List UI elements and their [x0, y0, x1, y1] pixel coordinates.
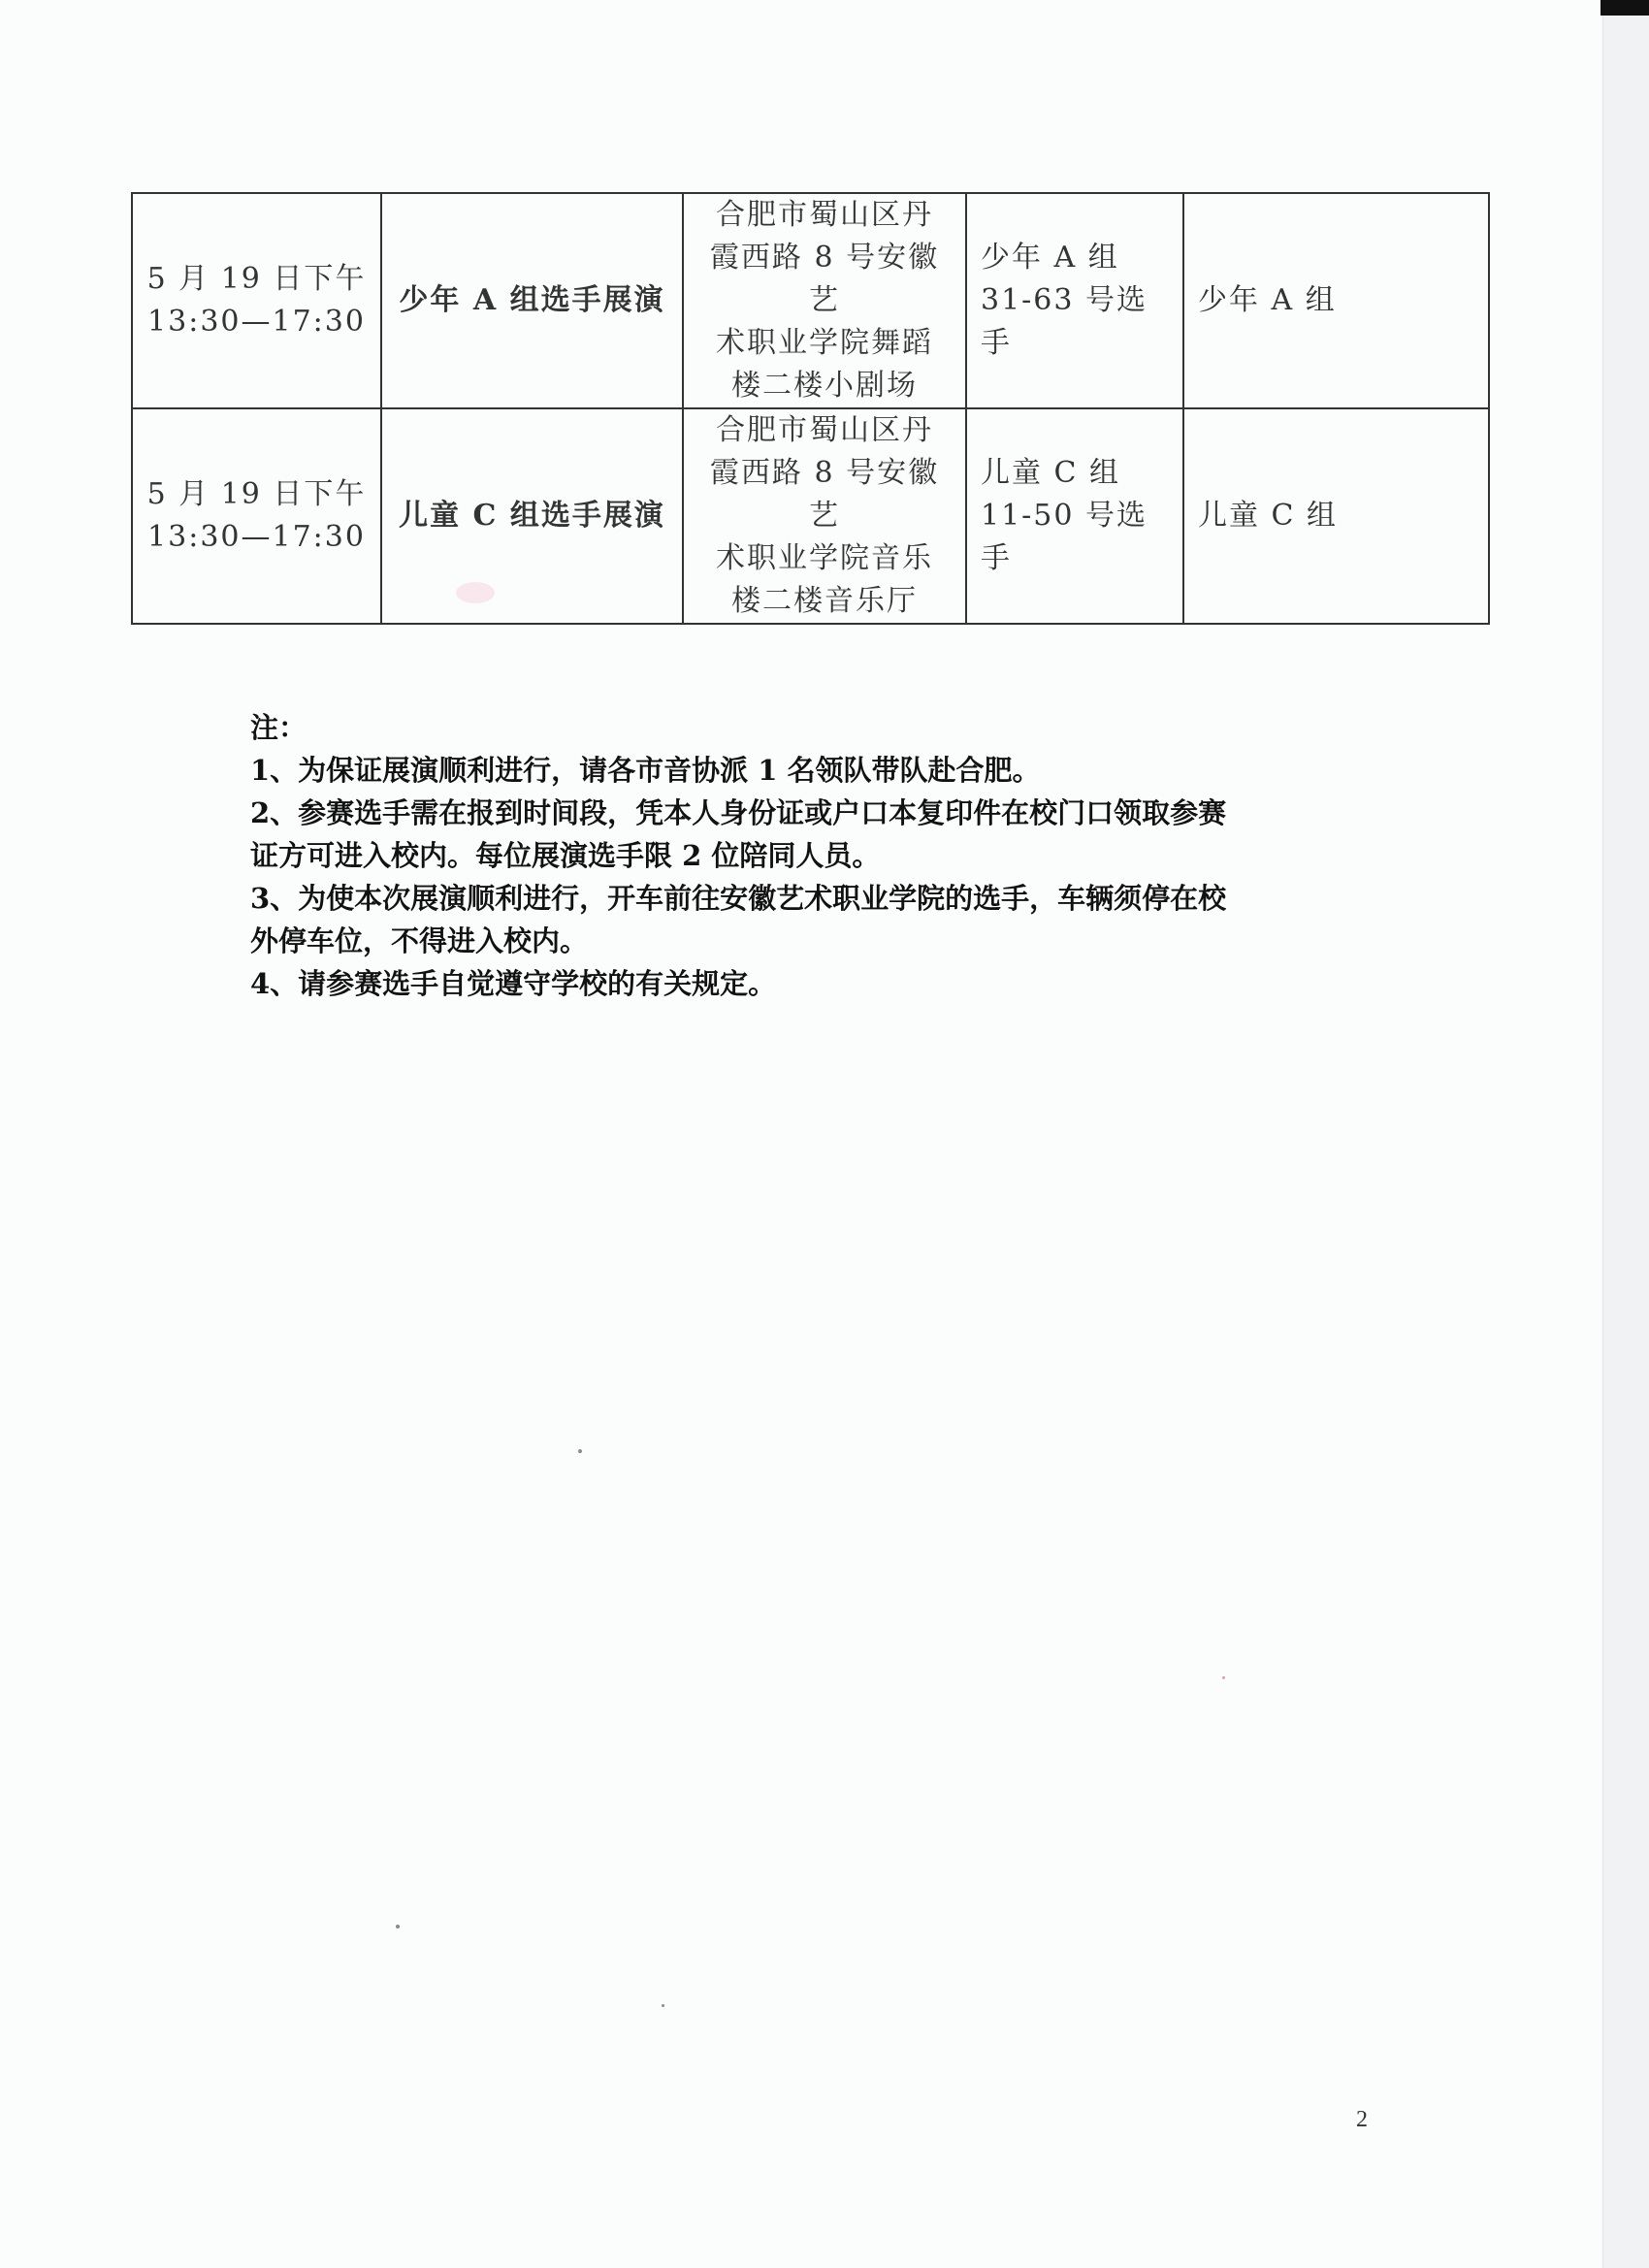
time-range: 13:30—17:30: [147, 305, 366, 339]
venue-line: 术职业学院音乐: [716, 541, 933, 575]
time-cell: [132, 193, 381, 408]
note-line: 3、为使本次展演顺利进行，开车前往安徽艺术职业学院的选手，车辆须停在校: [250, 882, 1227, 915]
players-range: 11-50 号选手: [981, 499, 1148, 575]
venue-line: 楼二楼音乐厅: [731, 584, 918, 618]
venue-cell: [683, 193, 966, 408]
page-number: 2: [1356, 2107, 1368, 2132]
group-cell: 儿童 C 组: [1183, 408, 1489, 624]
venue-line: 合肥市蜀山区丹: [716, 413, 933, 447]
table-row: [132, 193, 1489, 408]
note-line: 外停车位，不得进入校内。: [250, 924, 589, 957]
players-group: 儿童 C 组: [981, 456, 1121, 490]
players-group: 少年 A 组: [981, 241, 1119, 275]
venue-line: 霞西路 8 号安徽艺: [709, 456, 940, 533]
table-row: [132, 408, 1489, 624]
players-cell: [966, 408, 1183, 624]
players-cell: [966, 193, 1183, 408]
time-date: 5 月 19 日下午: [146, 262, 367, 296]
time-date: 5 月 19 日下午: [146, 477, 367, 511]
note-line: 证方可进入校内。每位展演选手限 2 位陪同人员。: [250, 839, 881, 872]
scan-speck: [662, 2004, 664, 2007]
venue-line: 楼二楼小剧场: [731, 369, 918, 403]
scan-corner-mark: [1600, 0, 1649, 16]
time-range: 13:30—17:30: [147, 520, 366, 554]
venue-line: 合肥市蜀山区丹: [716, 198, 933, 232]
scan-edge: [1602, 0, 1649, 2268]
note-line: 2、参赛选手需在报到时间段，凭本人身份证或户口本复印件在校门口领取参赛: [250, 796, 1227, 829]
event-cell: 少年 A 组选手展演: [381, 193, 683, 408]
venue-cell: [683, 408, 966, 624]
scan-speck: [578, 1449, 582, 1453]
players-range: 31-63 号选手: [981, 283, 1148, 360]
scan-speck: [396, 1925, 400, 1928]
note-line: 4、请参赛选手自觉遵守学校的有关规定。: [250, 967, 777, 1000]
note-line: 1、为保证展演顺利进行，请各市音协派 1 名领队带队赴合肥。: [250, 754, 1041, 787]
venue-line: 霞西路 8 号安徽艺: [709, 241, 940, 317]
venue-line: 术职业学院舞蹈: [716, 326, 933, 360]
event-cell: 儿童 C 组选手展演: [381, 408, 683, 624]
group-cell: 少年 A 组: [1183, 193, 1489, 408]
time-cell: [132, 408, 381, 624]
schedule-table: [131, 192, 1490, 625]
scan-speck: [1222, 1676, 1225, 1679]
notes-heading: 注：: [250, 711, 307, 744]
notes-section: [250, 706, 1395, 1005]
